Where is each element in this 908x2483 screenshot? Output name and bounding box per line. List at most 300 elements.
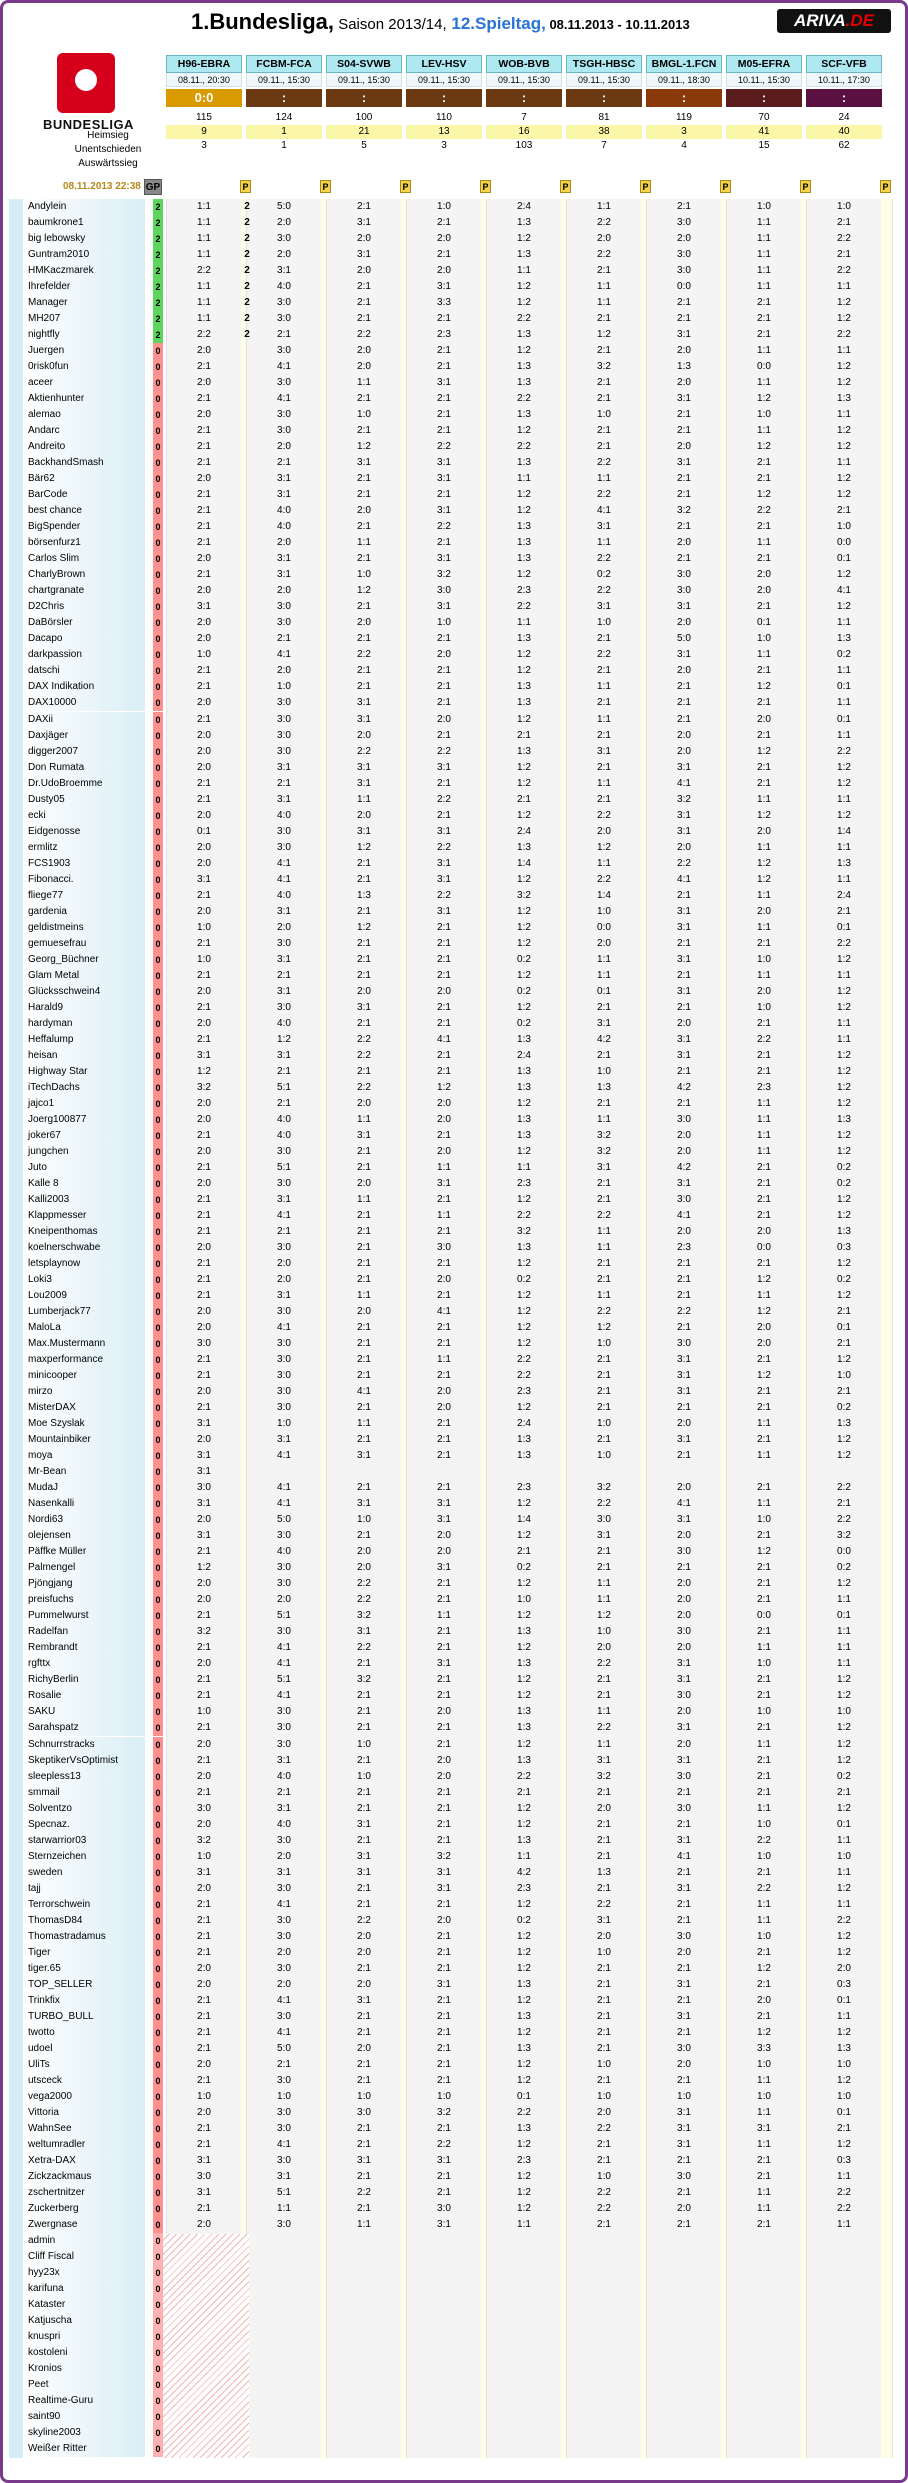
tip-cell: 2:1: [437, 1193, 451, 1205]
player-gp: 0: [153, 1096, 163, 1112]
tip-cell: 2:1: [437, 1898, 451, 1910]
player-name[interactable]: Harald9: [23, 1000, 145, 1016]
player-name[interactable]: Fibonacci.: [23, 872, 145, 888]
player-name[interactable]: Trinkfix: [23, 1993, 145, 2009]
tip-cell: 2:1: [677, 1562, 691, 1574]
player-gp: 0: [153, 1256, 163, 1272]
tip-cell: 1:1: [757, 249, 771, 261]
tip-cell: 1:1: [757, 2074, 771, 2086]
player-name[interactable]: kostoleni: [23, 2345, 145, 2361]
title-bar: [3, 3, 905, 39]
tip-cell: 2:1: [677, 889, 691, 901]
tip-cell: 2:1: [357, 1786, 371, 1798]
player-gp: 0: [153, 663, 163, 679]
tip-cell: 3:0: [677, 249, 691, 261]
player-name[interactable]: olejensen: [23, 1528, 145, 1544]
player-name[interactable]: Realtime-Guru: [23, 2393, 145, 2409]
tip-cell: 2:1: [437, 1049, 451, 1061]
player-name[interactable]: aceer: [23, 375, 145, 391]
match-score: :: [326, 89, 402, 107]
player-name[interactable]: gardenia: [23, 904, 145, 920]
tip-cell: 1:2: [277, 1033, 291, 1045]
tip-cell: 1:1: [597, 473, 611, 485]
tip-cell: 2:0: [437, 1770, 451, 1782]
player-name[interactable]: Tiger: [23, 1945, 145, 1961]
player-name[interactable]: Aktienhunter: [23, 391, 145, 407]
player-name[interactable]: Andreito: [23, 439, 145, 455]
tip-cell: 2:1: [197, 1209, 211, 1221]
player-name[interactable]: Glam Metal: [23, 968, 145, 984]
player-name[interactable]: Glücksschwein4: [23, 984, 145, 1000]
player-name[interactable]: jajco1: [23, 1096, 145, 1112]
player-name[interactable]: DAXii: [23, 712, 145, 728]
player-name[interactable]: koelnerschwabe: [23, 1240, 145, 1256]
player-name[interactable]: Kalle 8: [23, 1176, 145, 1192]
player-name[interactable]: minicooper: [23, 1368, 145, 1384]
match-teams[interactable]: M05-EFRA: [726, 55, 802, 73]
tip-cell: 2:1: [437, 1482, 451, 1494]
player-name[interactable]: HMKaczmarek: [23, 263, 145, 279]
player-name[interactable]: rgfttx: [23, 1656, 145, 1672]
player-name[interactable]: saint90: [23, 2409, 145, 2425]
tip-cell: 4:1: [277, 1498, 291, 1510]
tip-cell: 1:1: [837, 2218, 851, 2230]
player-name[interactable]: Juergen: [23, 343, 145, 359]
player-name[interactable]: darkpassion: [23, 647, 145, 663]
match-header[interactable]: [806, 55, 882, 153]
player-name[interactable]: sleepless13: [23, 1769, 145, 1785]
player-gp: 0: [153, 840, 163, 856]
player-name[interactable]: Dusty05: [23, 792, 145, 808]
tip-cell: 2:1: [757, 2170, 771, 2182]
player-name[interactable]: Cliff Fiscal: [23, 2249, 145, 2265]
player-name[interactable]: nightfly: [23, 327, 145, 343]
table-row: [3, 1432, 905, 1448]
tip-cell: 3:2: [437, 569, 451, 581]
tip-cell: 2:1: [677, 297, 691, 309]
player-name[interactable]: Päffke Müller: [23, 1544, 145, 1560]
tip-cell: 3:2: [197, 1834, 211, 1846]
player-name[interactable]: Don Rumata: [23, 760, 145, 776]
tip-cell: 1:2: [517, 873, 531, 885]
player-name[interactable]: BigSpender: [23, 519, 145, 535]
player-name[interactable]: Pjöngjang: [23, 1576, 145, 1592]
match-header[interactable]: [486, 55, 562, 153]
player-name[interactable]: zschertnitzer: [23, 2185, 145, 2201]
player-name[interactable]: Zickzackmaus: [23, 2169, 145, 2185]
player-name[interactable]: Schnurrstracks: [23, 1737, 145, 1753]
player-name[interactable]: smmail: [23, 1785, 145, 1801]
tip-cell: 2:1: [597, 1370, 611, 1382]
player-name[interactable]: ecki: [23, 808, 145, 824]
match-header[interactable]: [166, 55, 242, 153]
table-row: [3, 1208, 905, 1224]
table-row: [3, 2281, 905, 2297]
player-name[interactable]: joker67: [23, 1128, 145, 1144]
player-name[interactable]: digger2007: [23, 744, 145, 760]
player-name[interactable]: Peet: [23, 2377, 145, 2393]
tip-cell: 0:2: [837, 1177, 851, 1189]
title-season: Saison 2013/14,: [334, 16, 447, 33]
match-teams[interactable]: S04-SVWB: [326, 55, 402, 73]
tip-cell: 3:0: [357, 2106, 371, 2118]
player-name[interactable]: Andarc: [23, 423, 145, 439]
ariva-logo[interactable]: [777, 9, 891, 33]
tip-cell: 2:1: [197, 2138, 211, 2150]
player-name[interactable]: Dacapo: [23, 631, 145, 647]
tip-cell: 5:1: [277, 1081, 291, 1093]
tip-cell: 2:1: [757, 457, 771, 469]
player-name[interactable]: Heffalump: [23, 1032, 145, 1048]
tip-cell: 2:1: [597, 1562, 611, 1574]
player-name[interactable]: SkeptikerVsOptimist: [23, 1753, 145, 1769]
tip-cell: 3:1: [677, 985, 691, 997]
table-row: [3, 2361, 905, 2377]
tip-cell: 2:0: [757, 1994, 771, 2006]
player-name[interactable]: Kneipenthomas: [23, 1224, 145, 1240]
tip-cell: 1:1: [197, 217, 211, 229]
tip-cell: 1:0: [197, 921, 211, 933]
tip-cell: 2:2: [597, 1306, 611, 1318]
gp-column-header[interactable]: GP: [144, 179, 162, 195]
player-gp: 0: [153, 599, 163, 615]
player-name[interactable]: Highway Star: [23, 1064, 145, 1080]
tip-cell: 1:1: [837, 2010, 851, 2022]
tip-cell: 3:1: [357, 1866, 371, 1878]
tip-cell: 4:1: [277, 1898, 291, 1910]
tip-cell: 2:1: [597, 441, 611, 453]
player-name[interactable]: fliege77: [23, 888, 145, 904]
player-name[interactable]: preisfuchs: [23, 1592, 145, 1608]
player-name[interactable]: Georg_Büchner: [23, 952, 145, 968]
player-name[interactable]: DaBörsler: [23, 615, 145, 631]
tip-cell: 1:2: [757, 393, 771, 405]
match-teams[interactable]: BMGL-1.FCN: [646, 55, 722, 73]
tip-cell: 2:1: [757, 1530, 771, 1542]
match-teams[interactable]: LEV-HSV: [406, 55, 482, 73]
player-name[interactable]: MisterDAX: [23, 1400, 145, 1416]
player-name[interactable]: tajj: [23, 1881, 145, 1897]
player-name[interactable]: Zuckerberg: [23, 2201, 145, 2217]
tip-cell: 0:1: [837, 1322, 851, 1334]
player-name[interactable]: karifuna: [23, 2281, 145, 2297]
tip-cell: 1:1: [837, 345, 851, 357]
tip-cell: 2:0: [437, 1754, 451, 1766]
match-header[interactable]: [326, 55, 402, 153]
match-teams[interactable]: H96-EBRA: [166, 55, 242, 73]
tip-cell: 1:1: [757, 1498, 771, 1510]
player-name[interactable]: CharlyBrown: [23, 567, 145, 583]
tip-cell: 2:1: [437, 537, 451, 549]
player-name[interactable]: DAX10000: [23, 695, 145, 711]
tip-cell: 1:2: [757, 681, 771, 693]
tip-cell: 2:2: [437, 793, 451, 805]
player-name[interactable]: maxperformance: [23, 1352, 145, 1368]
player-name[interactable]: big lebowsky: [23, 231, 145, 247]
player-name[interactable]: MudaJ: [23, 1480, 145, 1496]
player-name[interactable]: 0risk0fun: [23, 359, 145, 375]
tip-cell: 2:1: [437, 1690, 451, 1702]
tip-cell: 1:0: [757, 1658, 771, 1670]
player-gp: 0: [153, 1528, 163, 1544]
player-name[interactable]: Nordi63: [23, 1512, 145, 1528]
player-name[interactable]: letsplaynow: [23, 1256, 145, 1272]
player-name[interactable]: Lou2009: [23, 1288, 145, 1304]
table-row: [3, 647, 905, 663]
player-name[interactable]: moya: [23, 1448, 145, 1464]
tip-cell: 2:2: [837, 1514, 851, 1526]
player-name[interactable]: vega2000: [23, 2089, 145, 2105]
tip-cell: 2:1: [677, 2218, 691, 2230]
player-name[interactable]: Bär62: [23, 471, 145, 487]
player-name[interactable]: Guntram2010: [23, 247, 145, 263]
match-header[interactable]: [406, 55, 482, 153]
player-name[interactable]: börsenfurz1: [23, 535, 145, 551]
player-name[interactable]: Daxjäger: [23, 728, 145, 744]
player-name[interactable]: Kronios: [23, 2361, 145, 2377]
match-header[interactable]: [566, 55, 642, 153]
tip-cell: 1:1: [597, 1738, 611, 1750]
player-name[interactable]: datschi: [23, 663, 145, 679]
player-name[interactable]: heisan: [23, 1048, 145, 1064]
tip-cell: 0:0: [837, 1546, 851, 1558]
player-name[interactable]: RichyBerlin: [23, 1672, 145, 1688]
tip-cell: 2:1: [757, 729, 771, 741]
player-gp: 0: [153, 487, 163, 503]
player-name[interactable]: mirzo: [23, 1384, 145, 1400]
player-name[interactable]: iTechDachs: [23, 1080, 145, 1096]
player-name[interactable]: Rosalie: [23, 1688, 145, 1704]
player-name[interactable]: Manager: [23, 295, 145, 311]
tip-cell: 2:0: [597, 233, 611, 245]
player-name[interactable]: Kataster: [23, 2297, 145, 2313]
player-name[interactable]: Joerg100877: [23, 1112, 145, 1128]
tip-cell: 2:1: [597, 665, 611, 677]
tip-cell: 2:1: [277, 1786, 291, 1798]
player-name[interactable]: gemuesefrau: [23, 936, 145, 952]
player-name[interactable]: Solventzo: [23, 1801, 145, 1817]
table-row: [3, 327, 905, 343]
player-name[interactable]: Palmengel: [23, 1560, 145, 1576]
player-name[interactable]: Katjuscha: [23, 2313, 145, 2329]
player-name[interactable]: Sarahspatz: [23, 1720, 145, 1736]
player-gp: 0: [153, 471, 163, 487]
tip-cell: 1:1: [837, 1594, 851, 1606]
tip-cell: 2:0: [357, 985, 371, 997]
player-name[interactable]: WahnSee: [23, 2121, 145, 2137]
player-name[interactable]: Terrorschwein: [23, 1897, 145, 1913]
tip-cell: 2:0: [837, 1962, 851, 1974]
player-name[interactable]: udoel: [23, 2041, 145, 2057]
tip-cell: 1:3: [517, 377, 531, 389]
player-name[interactable]: Moe Szyslak: [23, 1416, 145, 1432]
tip-cell: 1:1: [357, 2218, 371, 2230]
player-name[interactable]: Klappmesser: [23, 1208, 145, 1224]
player-name[interactable]: Vittoria: [23, 2105, 145, 2121]
match-teams[interactable]: TSGH-HBSC: [566, 55, 642, 73]
match-stat-home: 100: [355, 112, 373, 123]
player-name[interactable]: Juto: [23, 1160, 145, 1176]
tip-cell: 2:2: [357, 1914, 371, 1926]
match-teams[interactable]: SCF-VFB: [806, 55, 882, 73]
tip-cell: 2:1: [357, 1145, 371, 1157]
player-name[interactable]: geldistmeins: [23, 920, 145, 936]
tip-cell: 2:1: [437, 1674, 451, 1686]
tip-cell: 1:1: [837, 281, 851, 293]
title-matchday-link[interactable]: 12.Spieltag,: [446, 14, 546, 33]
player-name[interactable]: Sternzeichen: [23, 1849, 145, 1865]
tip-cell: 1:3: [517, 681, 531, 693]
tip-cell: 2:1: [757, 1402, 771, 1414]
tip-cell: 3:1: [677, 809, 691, 821]
player-gp: 2: [153, 199, 163, 215]
match-stat-draw: 40: [806, 125, 882, 139]
tip-cell: 1:0: [757, 409, 771, 421]
player-name[interactable]: utsceck: [23, 2073, 145, 2089]
tip-cell: 1:2: [517, 1898, 531, 1910]
player-name[interactable]: Dr.UdoBroemme: [23, 776, 145, 792]
player-gp: 0: [153, 567, 163, 583]
player-name[interactable]: Andylein: [23, 199, 145, 215]
tip-cell: 1:2: [517, 1306, 531, 1318]
tip-cell: 3:1: [357, 1818, 371, 1830]
match-header[interactable]: [246, 55, 322, 153]
player-name[interactable]: Ihrefelder: [23, 279, 145, 295]
player-name[interactable]: DAX Indikation: [23, 679, 145, 695]
tip-cell: 3:0: [277, 1402, 291, 1414]
tip-cell: 2:1: [677, 1322, 691, 1334]
player-name[interactable]: Kalli2003: [23, 1192, 145, 1208]
match-teams[interactable]: WOB-BVB: [486, 55, 562, 73]
match-header[interactable]: [726, 55, 802, 153]
player-name[interactable]: baumkrone1: [23, 215, 145, 231]
player-name[interactable]: Radelfan: [23, 1624, 145, 1640]
player-name[interactable]: Carlos Slim: [23, 551, 145, 567]
player-name[interactable]: best chance: [23, 503, 145, 519]
player-name[interactable]: UliTs: [23, 2057, 145, 2073]
player-name[interactable]: ThomasD84: [23, 1913, 145, 1929]
player-name[interactable]: BarCode: [23, 487, 145, 503]
player-name[interactable]: Rembrandt: [23, 1640, 145, 1656]
player-gp: 0: [153, 1993, 163, 2009]
player-name[interactable]: Lumberjack77: [23, 1304, 145, 1320]
tip-cell: 1:1: [597, 969, 611, 981]
tip-cell: 2:1: [597, 1177, 611, 1189]
tip-cell: 3:1: [597, 601, 611, 613]
player-name[interactable]: Loki3: [23, 1272, 145, 1288]
player-name[interactable]: Nasenkalli: [23, 1496, 145, 1512]
tip-cell: 2:1: [837, 1386, 851, 1398]
tip-cell: 1:3: [517, 2042, 531, 2054]
player-name[interactable]: tiger.65: [23, 1961, 145, 1977]
table-row: [3, 792, 905, 808]
player-name[interactable]: FCS1903: [23, 856, 145, 872]
tip-cell: 1:0: [277, 2090, 291, 2102]
player-name[interactable]: TURBO_BULL: [23, 2009, 145, 2025]
player-name[interactable]: Mr-Bean: [23, 1464, 145, 1480]
tip-cell: 2:1: [597, 393, 611, 405]
tip-cell: 3:1: [437, 1978, 451, 1990]
player-name[interactable]: Max.Mustermann: [23, 1336, 145, 1352]
tip-cell: 2:0: [597, 937, 611, 949]
table-row: [3, 1977, 905, 1993]
player-name[interactable]: chartgranate: [23, 583, 145, 599]
table-row: [3, 1785, 905, 1801]
tip-cell: 1:1: [517, 1161, 531, 1173]
player-name[interactable]: hyy23x: [23, 2265, 145, 2281]
tip-cell: 2:2: [357, 2186, 371, 2198]
player-name[interactable]: SAKU: [23, 1704, 145, 1720]
player-name[interactable]: Weißer Ritter: [23, 2441, 145, 2457]
tip-cell: 2:1: [437, 1258, 451, 1270]
player-name[interactable]: BackhandSmash: [23, 455, 145, 471]
tip-cell: 3:0: [277, 1882, 291, 1894]
tip-cell: 1:1: [197, 233, 211, 245]
tip-cell: 2:3: [517, 585, 531, 597]
player-gp: 0: [153, 1977, 163, 1993]
player-gp: 0: [153, 1240, 163, 1256]
player-name[interactable]: Zwergnase: [23, 2217, 145, 2233]
tip-cell: 2:1: [597, 1962, 611, 1974]
tip-cell: 3:0: [677, 1113, 691, 1125]
player-name[interactable]: Xetra-DAX: [23, 2153, 145, 2169]
player-name[interactable]: Mountainbiker: [23, 1432, 145, 1448]
player-name[interactable]: hardyman: [23, 1016, 145, 1032]
tip-cell: 2:1: [357, 1898, 371, 1910]
tip-cell: 4:0: [277, 1129, 291, 1141]
player-gp: 0: [153, 1592, 163, 1608]
player-name[interactable]: Pummelwurst: [23, 1608, 145, 1624]
player-name[interactable]: weltumradler: [23, 2137, 145, 2153]
tip-cell: 1:1: [837, 841, 851, 853]
table-row: [3, 1192, 905, 1208]
tip-cell: 2:0: [677, 1594, 691, 1606]
player-gp: 0: [153, 2313, 163, 2329]
match-teams[interactable]: FCBM-FCA: [246, 55, 322, 73]
player-name[interactable]: TOP_SELLER: [23, 1977, 145, 1993]
tip-cell: 4:1: [677, 1850, 691, 1862]
player-gp: 0: [153, 1865, 163, 1881]
player-name[interactable]: alemao: [23, 407, 145, 423]
match-header[interactable]: [646, 55, 722, 153]
player-name[interactable]: ermlitz: [23, 840, 145, 856]
tip-cell: 4:1: [277, 1642, 291, 1654]
player-name[interactable]: Thomastradamus: [23, 1929, 145, 1945]
player-name[interactable]: sweden: [23, 1865, 145, 1881]
player-name[interactable]: twotto: [23, 2025, 145, 2041]
player-name[interactable]: Eidgenosse: [23, 824, 145, 840]
player-name[interactable]: starwarrior03: [23, 1833, 145, 1849]
player-name[interactable]: MH207: [23, 311, 145, 327]
player-name[interactable]: D2Chris: [23, 599, 145, 615]
player-name[interactable]: admin: [23, 2233, 145, 2249]
table-row: [3, 2297, 905, 2313]
tip-cell: 1:0: [757, 2090, 771, 2102]
tip-cell: 1:1: [757, 1113, 771, 1125]
tip-cell: 2:1: [357, 1530, 371, 1542]
tip-cell: 2:1: [597, 1786, 611, 1798]
player-name[interactable]: skyline2003: [23, 2425, 145, 2441]
player-name[interactable]: MaloLa: [23, 1320, 145, 1336]
player-name[interactable]: Specnaz.: [23, 1817, 145, 1833]
tip-cell: 2:1: [597, 793, 611, 805]
tip-cell: 1:1: [757, 1129, 771, 1141]
player-name[interactable]: knuspri: [23, 2329, 145, 2345]
player-gp: 0: [153, 1432, 163, 1448]
player-name[interactable]: jungchen: [23, 1144, 145, 1160]
tip-cell: 1:1: [517, 617, 531, 629]
tip-cell: 1:1: [597, 1242, 611, 1254]
